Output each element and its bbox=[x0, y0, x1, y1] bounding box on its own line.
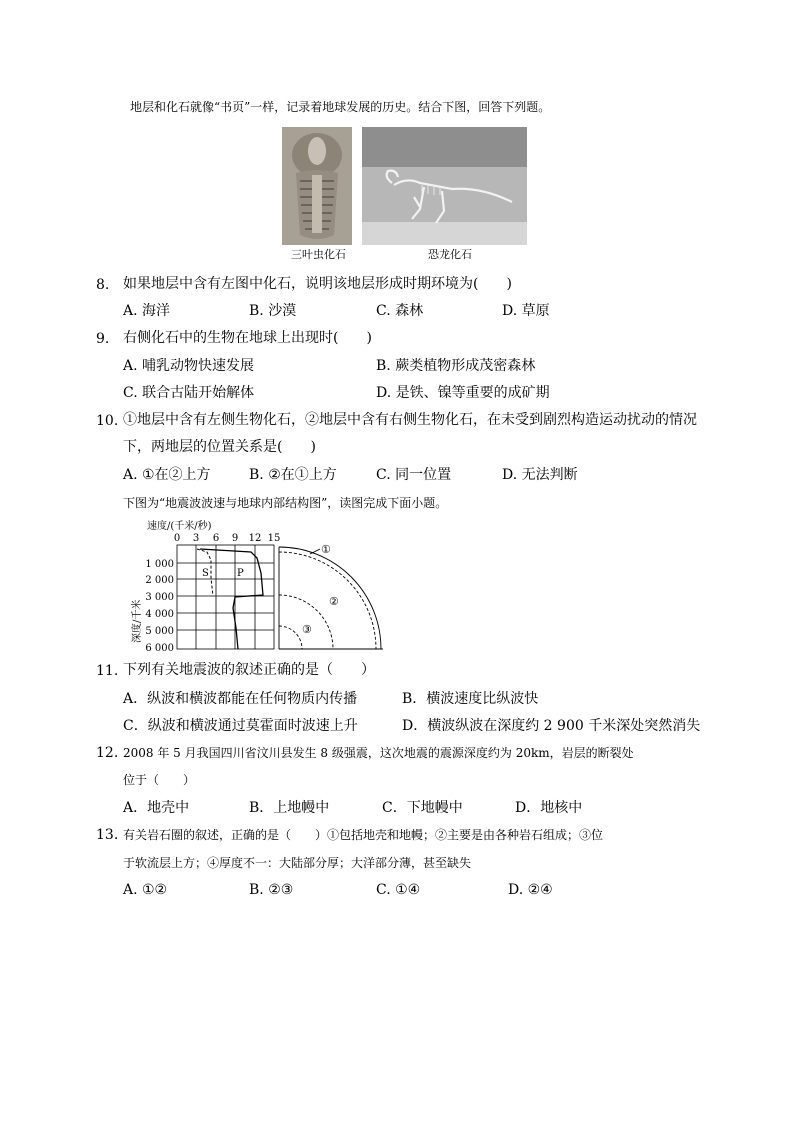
trilobite-fossil-image bbox=[282, 127, 352, 245]
q12-number: 12. bbox=[96, 745, 119, 761]
speed-tick: 9 bbox=[231, 533, 239, 544]
q12-option-d: D．地核中 bbox=[515, 800, 583, 816]
speed-tick: 0 bbox=[173, 533, 181, 544]
q10-option-c: C. 同一位置 bbox=[376, 467, 452, 483]
q10-option-d: D. 无法判断 bbox=[502, 467, 578, 483]
q13-option-b: B. ②③ bbox=[249, 882, 294, 898]
q13-number: 13. bbox=[96, 827, 119, 843]
speed-tick: 6 bbox=[212, 533, 220, 544]
seismic-wave-diagram bbox=[125, 518, 390, 654]
depth-axis-label: 深度/千米 bbox=[132, 599, 143, 643]
q12-option-c: C．下地幔中 bbox=[382, 800, 463, 816]
q8-option-a: A. 海洋 bbox=[123, 303, 171, 319]
intro-text-fossils: 地层和化石就像“书页”一样，记录着地球发展的历史。结合下图，回答下列题。 bbox=[130, 100, 551, 114]
q8-stem: 如果地层中含有左图中化石，说明该地层形成时期环境为( ) bbox=[123, 276, 512, 292]
depth-tick: 6 000 bbox=[145, 643, 174, 654]
trilobite-caption: 三叶虫化石 bbox=[291, 248, 346, 261]
q10-option-b: B. ②在①上方 bbox=[249, 467, 337, 483]
layer-label-3: ③ bbox=[302, 623, 312, 636]
p-wave-curve bbox=[200, 549, 263, 649]
depth-tick: 1 000 bbox=[145, 559, 174, 570]
q11-option-d: D．横波纵波在深度约 2 900 千米深处突然消失 bbox=[402, 718, 701, 734]
speed-axis-label: 速度/(千米/秒) bbox=[147, 521, 212, 532]
q11-option-b: B．横波速度比纵波快 bbox=[402, 691, 539, 707]
depth-tick: 2 000 bbox=[145, 575, 174, 586]
q12-stem-line2: 位于（ ） bbox=[123, 773, 196, 787]
layer-label-1: ① bbox=[321, 543, 331, 556]
q9-option-d: D. 是铁、镍等重要的成矿期 bbox=[376, 385, 550, 401]
q12-option-a: A．地壳中 bbox=[123, 800, 190, 816]
p-wave-label: P bbox=[237, 568, 244, 579]
q8-option-b: B. 沙漠 bbox=[249, 303, 297, 319]
q12-stem-line1: 2008 年 5 月我国四川省汶川县发生 8 级强震，这次地震的震源深度约为 20km，岩层的断裂处 bbox=[123, 746, 634, 760]
dinosaur-caption: 恐龙化石 bbox=[428, 248, 472, 261]
q9-option-b: B. 蕨类植物形成茂密森林 bbox=[376, 358, 536, 374]
q8-number: 8. bbox=[96, 277, 110, 293]
q13-option-a: A. ①② bbox=[123, 882, 168, 898]
q9-option-a: A. 哺乳动物快速发展 bbox=[123, 358, 255, 374]
q13-option-c: C. ①④ bbox=[376, 882, 421, 898]
q8-option-d: D. 草原 bbox=[502, 303, 550, 319]
speed-tick: 3 bbox=[192, 533, 200, 544]
s-wave-label: S bbox=[202, 568, 209, 579]
q11-number: 11. bbox=[96, 663, 119, 679]
speed-tick: 15 bbox=[267, 533, 281, 544]
q8-option-c: C. 森林 bbox=[376, 303, 424, 319]
q10-stem-line2: 下，两地层的位置关系是( ) bbox=[123, 439, 316, 455]
q13-stem-line2: 于软流层上方；④厚度不一：大陆部分厚；大洋部分薄，甚至缺失 bbox=[123, 856, 472, 870]
q11-option-a: A．纵波和横波都能在任何物质内传播 bbox=[123, 691, 358, 707]
q9-number: 9. bbox=[96, 331, 110, 347]
layer-label-2: ② bbox=[329, 595, 339, 608]
intro-text-seismic: 下图为“地震波波速与地球内部结构图”，读图完成下面小题。 bbox=[123, 496, 448, 510]
dinosaur-fossil-image bbox=[362, 127, 527, 245]
q10-option-a: A. ①在②上方 bbox=[123, 467, 211, 483]
depth-tick: 3 000 bbox=[145, 592, 174, 603]
q12-option-b: B．上地幔中 bbox=[249, 800, 330, 816]
q10-stem-line1: ①地层中含有左侧生物化石，②地层中含有右侧生物化石，在未受到剧烈构造运动扰动的情况 bbox=[123, 412, 697, 428]
depth-tick: 5 000 bbox=[145, 626, 174, 637]
q11-option-c: C．纵波和横波通过莫霍面时波速上升 bbox=[123, 718, 358, 734]
q9-stem: 右侧化石中的生物在地球上出现时( ) bbox=[123, 330, 372, 346]
depth-tick: 4 000 bbox=[145, 609, 174, 620]
q11-stem: 下列有关地震波的叙述正确的是（ ） bbox=[123, 662, 375, 678]
speed-tick: 12 bbox=[248, 533, 262, 544]
q13-stem-line1: 有关岩石圈的叙述，正确的是（ ）①包括地壳和地幔；②主要是由各种岩石组成；③位 bbox=[123, 828, 604, 842]
q13-option-d: D. ②④ bbox=[508, 882, 553, 898]
q10-number: 10. bbox=[96, 413, 119, 429]
q9-option-c: C. 联合古陆开始解体 bbox=[123, 385, 255, 401]
